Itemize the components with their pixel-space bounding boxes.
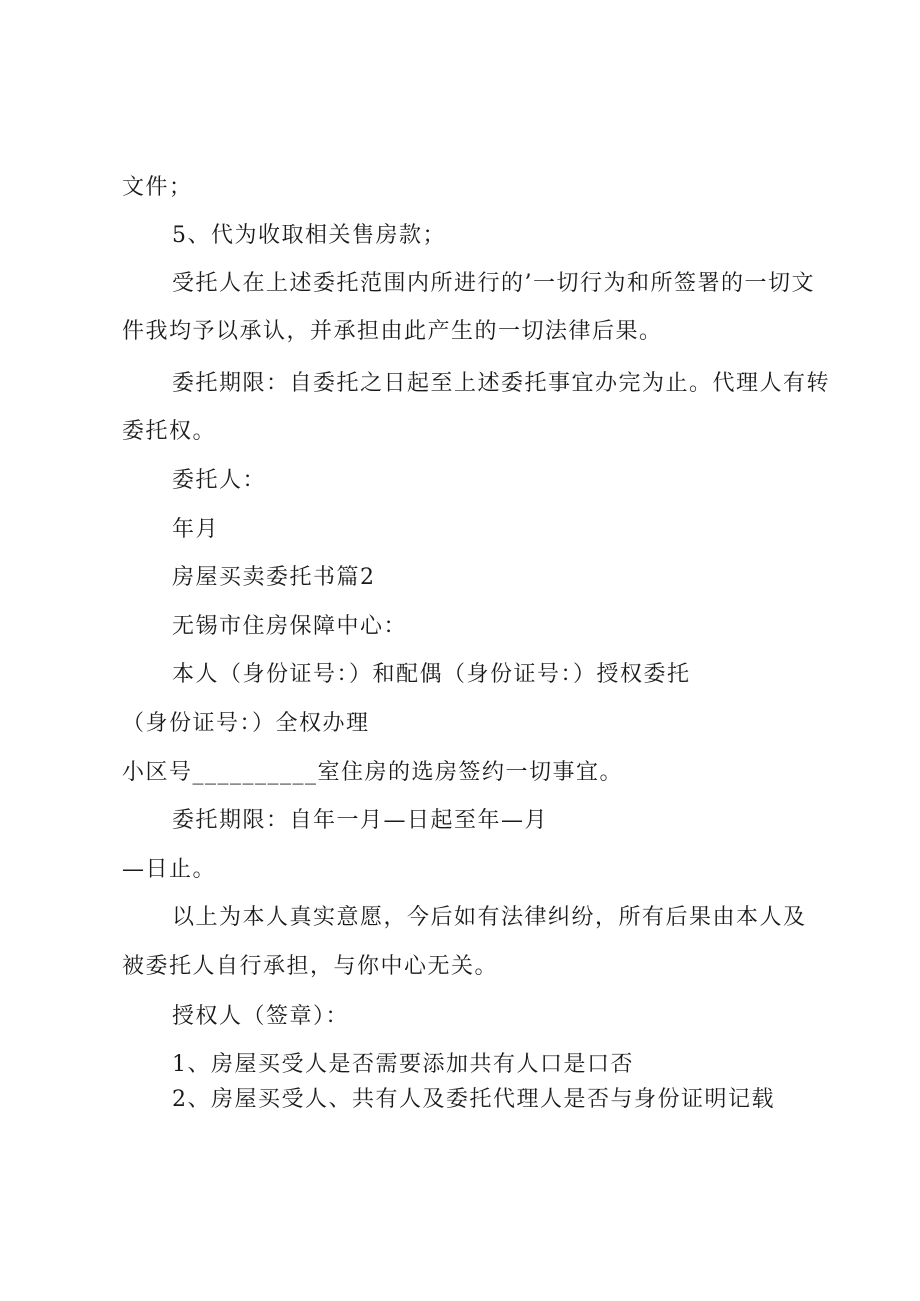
text-line: 本人（身份证号：）和配偶（身份证号：）授权委托 (172, 662, 691, 687)
text-line: （身份证号：）全权办理 (122, 711, 370, 736)
text-line: 1、房屋买受人是否需要添加共有人口是口否 (172, 1052, 634, 1077)
text-line: 委托人： (172, 468, 267, 493)
text-line: 受托人在上述委托范围内所进行的’一切行为和所签署的一切文 (172, 271, 815, 296)
text-line: 件我均予以承认，并承担由此产生的一切法律后果。 (122, 319, 663, 344)
document-heading: 房屋买卖委托书篇2 (172, 565, 376, 590)
text-line: 委托期限：自委托之日起至上述委托事宜办完为止。代理人有转 (172, 371, 831, 396)
text-line: 授权人（签章）： (172, 1004, 350, 1029)
text-line: —日止。 (122, 857, 217, 882)
text-line: 被委托人自行承担，与你中心无关。 (122, 954, 499, 979)
text-line: 以上为本人真实意愿，今后如有法律纠纷，所有后果由本人及 (172, 905, 807, 930)
text-line: 2、房屋买受人、共有人及委托代理人是否与身份证明记载 (172, 1087, 775, 1112)
text-line: 委托期限：自年一月—日起至年—月 (172, 808, 549, 833)
text-line: 委托权。 (122, 419, 217, 444)
text-line: 无锡市住房保障中心： (172, 614, 408, 639)
text-line: 5、代为收取相关售房款； (172, 223, 446, 248)
text-line: 小区号__________室住房的选房签约一切事宜。 (122, 760, 624, 785)
text-line: 文件； (122, 175, 193, 200)
text-line: 年月 (172, 517, 220, 542)
